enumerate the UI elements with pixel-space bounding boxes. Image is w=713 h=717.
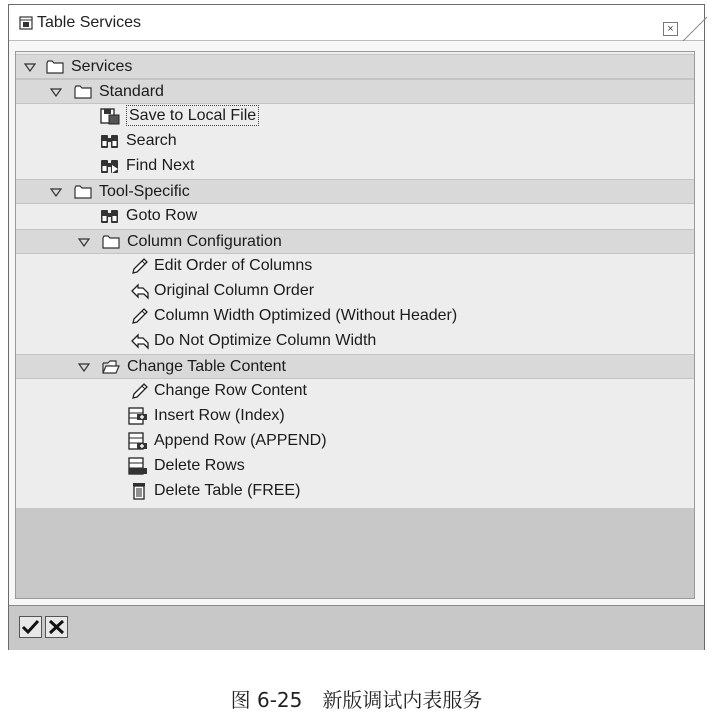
tree-item-label: Goto Row bbox=[126, 207, 198, 224]
pencil-icon bbox=[130, 307, 150, 325]
tree-item-append-row[interactable] bbox=[16, 429, 694, 454]
tree-node-label: Standard bbox=[99, 83, 164, 100]
tree-node-label: Change Table Content bbox=[127, 358, 286, 375]
find-next-icon bbox=[100, 157, 120, 175]
trash-icon bbox=[130, 482, 150, 500]
tree-item-label: Change Row Content bbox=[154, 382, 307, 399]
expand-arrow-icon[interactable] bbox=[50, 88, 62, 97]
tree-item-label: Edit Order of Columns bbox=[154, 257, 313, 274]
save-local-file-icon bbox=[100, 107, 120, 125]
tree-node-change-table-content[interactable] bbox=[16, 354, 694, 379]
tree-item-label: Insert Row (Index) bbox=[154, 407, 285, 424]
tree-item-label: Search bbox=[126, 132, 177, 149]
tree-item-delete-rows[interactable] bbox=[16, 454, 694, 479]
tree-item-change-row-content[interactable] bbox=[16, 379, 694, 404]
title-bar bbox=[9, 5, 704, 41]
confirm-button[interactable] bbox=[19, 616, 42, 638]
close-button[interactable] bbox=[663, 22, 678, 36]
expand-arrow-icon[interactable] bbox=[78, 363, 90, 372]
tree-item-label: Find Next bbox=[126, 157, 195, 174]
tree-item-original-column-order[interactable] bbox=[16, 279, 694, 304]
folder-open-icon bbox=[102, 360, 120, 374]
tree-empty-area bbox=[16, 508, 694, 599]
tree-item-label: Delete Table (FREE) bbox=[154, 482, 301, 499]
append-row-icon bbox=[128, 432, 148, 450]
tree-item-label: Save to Local File bbox=[126, 105, 259, 126]
expand-arrow-icon[interactable] bbox=[50, 188, 62, 197]
tree-item-label: Do Not Optimize Column Width bbox=[154, 332, 377, 349]
tree-item-find-next[interactable] bbox=[16, 154, 694, 179]
x-icon bbox=[46, 617, 67, 637]
tree-item-label: Original Column Order bbox=[154, 282, 315, 299]
delete-rows-icon bbox=[128, 457, 148, 475]
tree-node-tool-specific[interactable] bbox=[16, 179, 694, 204]
window-title: Table Services bbox=[37, 14, 142, 31]
tree-item-goto-row[interactable] bbox=[16, 204, 694, 229]
tree-node-standard[interactable] bbox=[16, 79, 694, 104]
tree-node-column-configuration[interactable] bbox=[16, 229, 694, 254]
table-services-dialog bbox=[8, 4, 705, 650]
tree-item-delete-table[interactable] bbox=[16, 479, 694, 504]
folder-icon bbox=[102, 235, 120, 249]
pencil-icon bbox=[130, 257, 150, 275]
pencil-icon bbox=[130, 382, 150, 400]
tree-item-edit-order-of-columns[interactable] bbox=[16, 254, 694, 279]
services-tree bbox=[15, 51, 695, 599]
tree-node-label: Services bbox=[71, 58, 133, 75]
tree-item-do-not-optimize-column-width[interactable] bbox=[16, 329, 694, 354]
figure-caption: 图 6-25 新版调试内表服务 bbox=[230, 688, 483, 712]
expand-arrow-icon[interactable] bbox=[24, 63, 36, 72]
cancel-button[interactable] bbox=[45, 616, 68, 638]
folder-icon bbox=[74, 85, 92, 99]
tree-item-column-width-optimized[interactable] bbox=[16, 304, 694, 329]
binoculars-icon bbox=[100, 132, 120, 150]
title-corner-decoration bbox=[681, 15, 707, 41]
dialog-footer bbox=[9, 605, 704, 650]
tree-item-save-to-local-file[interactable] bbox=[16, 104, 694, 129]
tree-item-search[interactable] bbox=[16, 129, 694, 154]
close-icon: × bbox=[667, 23, 674, 35]
binoculars-icon bbox=[100, 207, 120, 225]
tree-node-services[interactable] bbox=[16, 54, 694, 79]
expand-arrow-icon[interactable] bbox=[78, 238, 90, 247]
tree-node-label: Column Configuration bbox=[127, 233, 282, 250]
tree-item-label: Delete Rows bbox=[154, 457, 245, 474]
tree-item-insert-row[interactable] bbox=[16, 404, 694, 429]
tree-item-label: Column Width Optimized (Without Header) bbox=[154, 307, 458, 324]
window-icon bbox=[19, 16, 33, 30]
check-icon bbox=[20, 617, 41, 637]
tree-node-label: Tool-Specific bbox=[99, 183, 190, 200]
folder-icon bbox=[74, 185, 92, 199]
undo-icon bbox=[130, 332, 150, 350]
folder-icon bbox=[46, 60, 64, 74]
tree-item-label: Append Row (APPEND) bbox=[154, 432, 327, 449]
insert-row-icon bbox=[128, 407, 148, 425]
undo-icon bbox=[130, 282, 150, 300]
